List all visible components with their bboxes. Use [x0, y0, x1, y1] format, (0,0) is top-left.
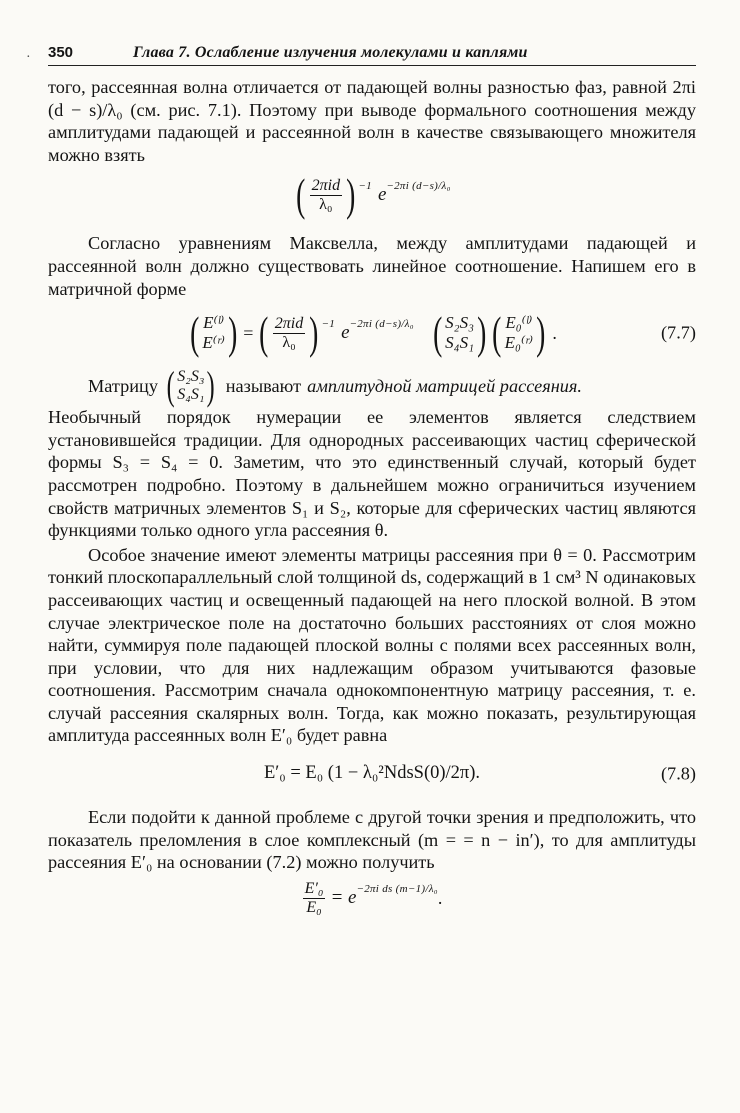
- f1-numerator: 2πid: [311, 176, 341, 194]
- paragraph-1: того, рассеянная волна отличается от падающей волны разностью фаз, равной 2πi (d − s)/λ₀ (см. рис. 7.1). Поэтому при выводе формального соотношения между амплитудами падающей и рассеянной волн в качестве связывающего множителя можно взять: [48, 77, 696, 165]
- f2-e-l: E⁽ˡ⁾: [203, 313, 225, 333]
- paragraph-3: Необычный порядок нумерации ее элементов является следствием установившейся традиции. Для однородных рассеивающих частиц сферической формы S₃ = S₄ = 0. Заметим, что это единственный случай, который будет рассмотрен подробно. Поэтому в дальнейшем можно ограничиться изучением свойств матричных элементов S₁ и S₂, которые для сферических частиц являются функциями только одного угла рассеяния θ.: [48, 407, 696, 541]
- page-header: [48, 44, 696, 66]
- f4-exponent: −2πi ds (m−1)/λ₀: [356, 883, 438, 896]
- fm-row-2: S₄S₁: [177, 386, 205, 404]
- f2-exponent: −2πi (d−s)/λ₀: [349, 318, 414, 331]
- f1-power: −1: [358, 180, 372, 193]
- equation-number-7-7: (7.7): [660, 322, 696, 343]
- paragraph-2: Согласно уравнениям Максвелла, между амплитудами падающей и рассеянной волн должно существовать линейное соотношение. Напишем его в матричной форме: [48, 233, 696, 299]
- f2-e-r: E⁽ʳ⁾: [202, 333, 225, 353]
- f3-expression: E′₀ = E₀ (1 − λ₀²NdsS(0)/2π).: [263, 763, 481, 784]
- f2-exp-base: e: [341, 322, 350, 344]
- fm-row-1: S₂S₃: [177, 368, 205, 386]
- f1-denominator: λ₀: [319, 195, 333, 213]
- formula-7-8: [48, 763, 696, 784]
- formula-7-7: ( E⁽ˡ⁾ E⁽ʳ⁾ ) = ( $\frac{\text{2πid}}{\text{λ₀}}$ ) −1 e −2πi (d−s)/λ₀ ( S₂S₃ S₄S₁ ) ( E₀⁽ˡ⁾ E₀⁽ʳ⁾ ) . (7.7): [190, 307, 696, 359]
- f1-exponent: −2πi (d−s)/λ₀: [386, 180, 451, 193]
- f2-power: −1: [321, 318, 336, 331]
- f2-matrix-row-2: S₄S₁: [445, 333, 474, 353]
- formula-ratio: $\frac{\text{E′₀}}{\text{E₀}}$ = e −2πi ds (m−1)/λ₀ .: [304, 879, 443, 916]
- f4-equals-e: = e: [330, 887, 357, 909]
- equation-number-7-8: (7.8): [660, 763, 696, 784]
- f2-equals: =: [243, 322, 254, 343]
- f2-denominator: λ₀: [282, 333, 296, 351]
- p3-mid: называют: [225, 375, 302, 396]
- f2-e0-r: E₀⁽ʳ⁾: [504, 333, 534, 353]
- f2-matrix-row-1: S₂S₃: [445, 313, 474, 333]
- running-title: Глава 7. Ослабление излучения молекулами и каплями: [133, 44, 528, 61]
- matrix-line: Матрицу ( S₂S₃ S₄S₁ ) называют амплитудной матрицей рассеяния.: [88, 363, 582, 409]
- f4-denominator: E₀: [306, 898, 322, 916]
- f2-numerator: 2πid: [274, 314, 304, 332]
- book-page: [48, 44, 696, 917]
- paragraph-5: Если подойти к данной проблеме с другой точки зрения и предположить, что показатель преломления в слое комплексный (m = = n − in′), то для амплитуды рассеяния E′₀ на основании (7.2) можно получить: [48, 807, 696, 873]
- f4-numerator: E′₀: [304, 879, 324, 897]
- margin-dot: ·: [26, 50, 31, 65]
- f1-exp-base: e: [377, 184, 387, 206]
- term-amplitude-matrix: амплитудной матрицей рассеяния.: [307, 375, 582, 396]
- page-number: 350: [48, 44, 74, 61]
- paragraph-4: Особое значение имеют элементы матрицы рассеяния при θ = 0. Рассмотрим тонкий плоскопараллельный слой толщиной ds, содержащий в 1 см³ N одинаковых рассеивающих частиц и освещенный падающей на него плоской волной. В этом случае электрическое поле на достаточно больших расстояниях от слоя можно найти, суммируя поле падающей плоской волны с полями всех рассеянных волн, при условии, что для них надлежащим образом учитываются фазовые соотношения. Рассмотрим сначала однокомпонентную матрицу рассеяния, т. е. случай рассеяния скалярных волн. Тогда, как можно показать, результирующая амплитуда рассеянных волн E′₀ будет равна: [48, 544, 696, 746]
- formula-factor: ( $\frac{\text{2πid}}{\text{λ₀}}$ ) −1 e −2πi (d−s)/λ₀: [296, 169, 451, 221]
- f2-e0-l: E₀⁽ˡ⁾: [505, 313, 533, 333]
- p3-start: Матрицу: [88, 375, 158, 396]
